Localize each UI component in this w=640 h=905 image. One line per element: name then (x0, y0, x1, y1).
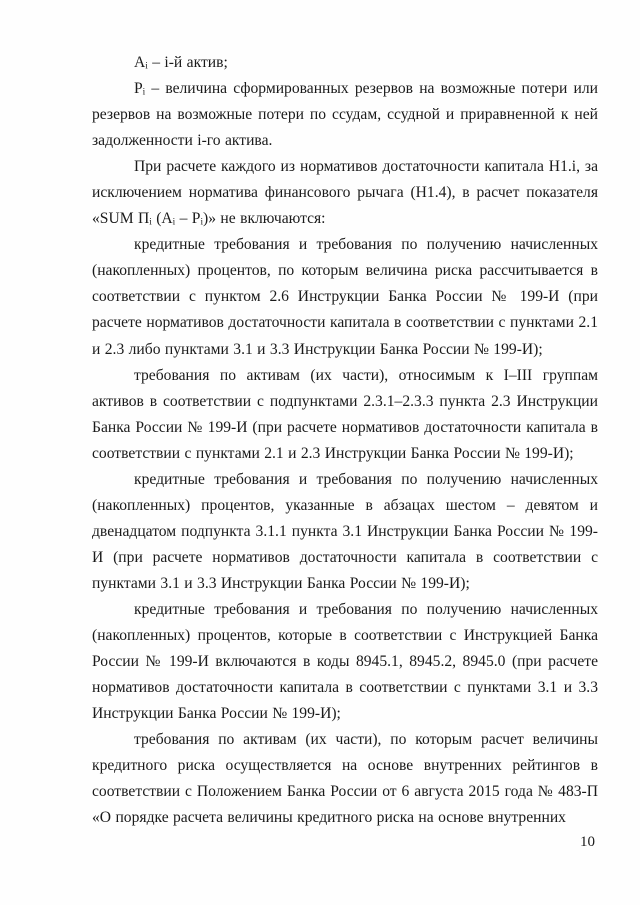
paragraph-asset-definition: Aᵢ – i-й актив; (134, 54, 228, 71)
document-body (92, 50, 598, 831)
paragraph-reserve-definition: Pᵢ – величина сформированных резервов на возможные потери или резервов на возможные потери по ссудам, ссудной и приравненной к ней задолженности i-го актива. (92, 80, 598, 150)
paragraph-exclusion-1: кредитные требования и требования по получению начисленных (накопленных) процентов, по которым величина риска рассчитывается в соответствии с пунктом 2.6 Инструкции Банка России № 199-И (при расчете нормативов достаточности капитала в соответствии с пунктами 2.1 и 2.3 либо пунктами 3.1 и 3.3 Инструкции Банка России № 199-И); (92, 236, 598, 358)
paragraph-exclusion-5: требования по активам (их части), по которым расчет величины кредитного риска осуществляется на основе внутренних рейтингов в соответствии с Положением Банка России от 6 августа 2015 года № 483-П «О порядке расчета величины кредитного риска на основе внутренних (92, 731, 598, 827)
paragraph-exclusion-4: кредитные требования и требования по получению начисленных (накопленных) процентов, которые в соответствии с Инструкцией Банка России № 199-И включаются в коды 8945.1, 8945.2, 8945.0 (при расчете нормативов достаточности капитала в соответствии с пунктами 3.1 и 3.3 Инструкции Банка России № 199-И); (92, 600, 598, 723)
paragraph-exclusions-intro: При расчете каждого из нормативов достаточности капитала Н1.i, за исключением норматива финансового рычага (Н1.4), в расчет показателя «SUM Пᵢ (Aᵢ – Pᵢ)» не включаются: (92, 158, 598, 228)
paragraph-exclusion-3: кредитные требования и требования по получению начисленных (накопленных) процентов, указанные в абзацах шестом – девятом и двенадцатом подпункта 3.1.1 пункта 3.1 Инструкции Банка России № 199-И (при расчете нормативов достаточности капитала в соответствии с пунктами 3.1 и 3.3 Инструкции Банка России № 199-И); (92, 470, 598, 592)
page-number: 10 (580, 834, 595, 850)
paragraph-exclusion-2: требования по активам (их части), относимым к I–III группам активов в соответствии с подпунктами 2.3.1–2.3.3 пункта 2.3 Инструкции Банка России № 199-И (при расчете нормативов достаточности капитала в соответствии с пунктами 2.1 и 2.3 Инструкции Банка России № 199-И); (92, 366, 598, 462)
